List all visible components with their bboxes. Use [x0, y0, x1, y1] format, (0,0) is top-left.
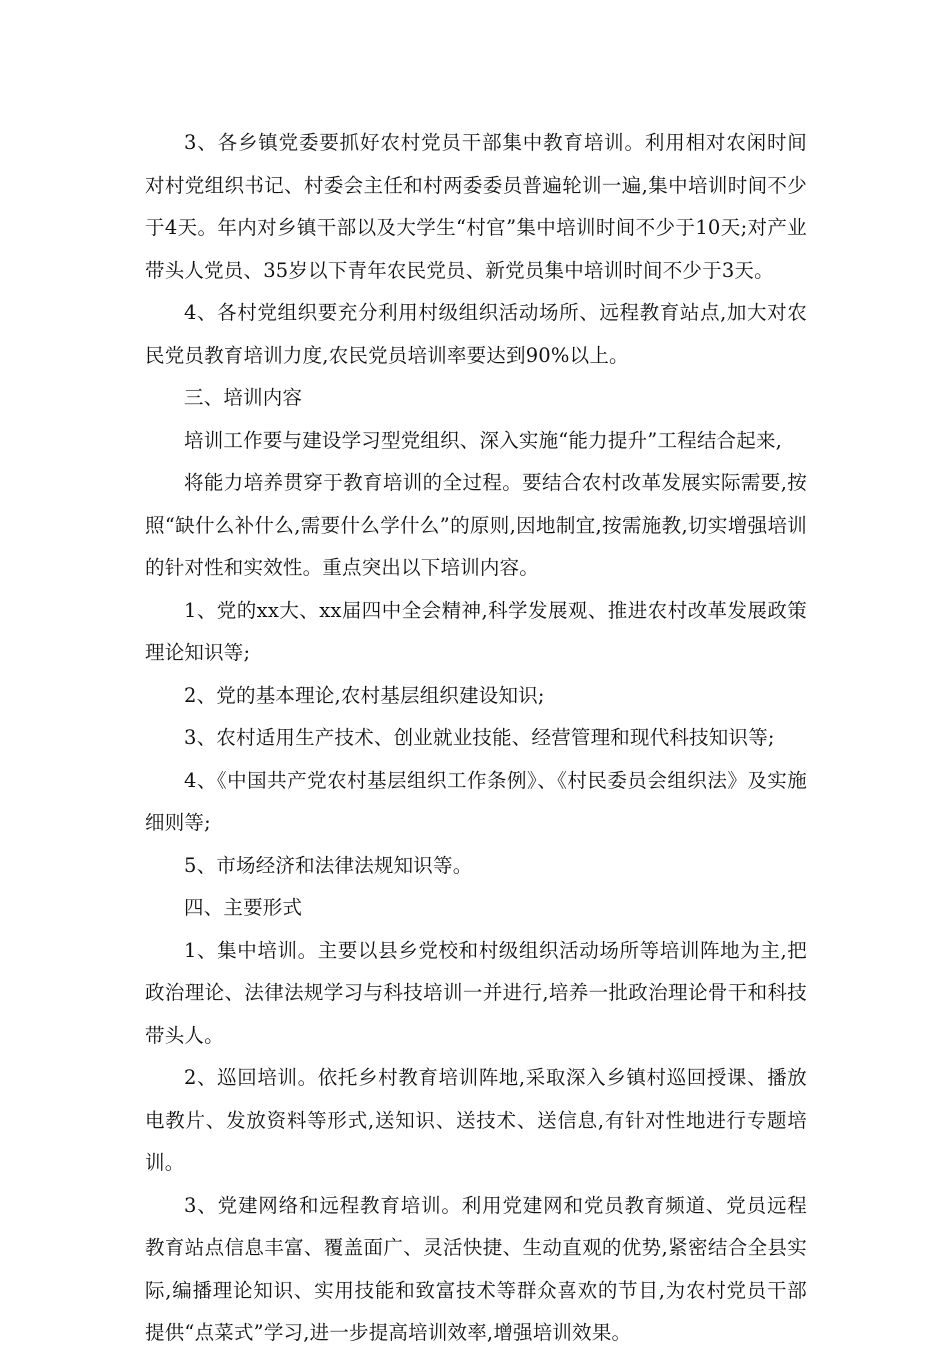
paragraph-training-time: 3、各乡镇党委要抓好农村党员干部集中教育培训。利用相对农闲时间对村党组织书记、村委会主任和村两委委员普遍轮训一遍,集中培训时间不少于4天。年内对乡镇干部以及大学生“村官”集中培训时间不少于10天;对产业带头人党员、35岁以下青年农民党员、新党员集中培训时间不少于3天。	[145, 131, 807, 282]
list-item-content-5: 5、市场经济和法律法规知识等。	[184, 853, 473, 877]
section-heading-training-content: 三、培训内容	[184, 386, 303, 409]
paragraph-training-intro: 培训工作要与建设学习型党组织、深入实施“能力提升”工程结合起来,	[184, 428, 783, 452]
list-item-form-3: 3、党建网络和远程教育培训。利用党建网和党员教育频道、党员远程教育站点信息丰富、覆盖面广、灵活快捷、生动直观的优势,紧密结合全县实际,编播理论知识、实用技能和致富技术等群众喜欢的节目,为农村党员干部提供“点菜式”学习,进一步提高培训效率,增强培训效果。	[145, 1193, 807, 1344]
section-heading-main-forms: 四、主要形式	[184, 896, 303, 919]
paragraph-training-principle: 将能力培养贯穿于教育培训的全过程。要结合农村改革发展实际需要,按照“缺什么补什么,需要什么学什么”的原则,因地制宜,按需施教,切实增强培训的针对性和实效性。重点突出以下培训内容。	[145, 471, 807, 579]
list-item-content-4: 4、《中国共产党农村基层组织工作条例》、《村民委员会组织法》及实施细则等;	[145, 768, 807, 834]
document-body	[145, 122, 807, 1355]
paragraph-village-training: 4、各村党组织要充分利用村级组织活动场所、远程教育站点,加大对农民党员教育培训力度,农民党员培训率要达到90%以上。	[145, 301, 807, 367]
list-item-content-1: 1、党的xx大、xx届四中全会精神,科学发展观、推进农村改革发展政策理论知识等;	[145, 598, 807, 664]
list-item-form-1: 1、集中培训。主要以县乡党校和村级组织活动场所等培训阵地为主,把政治理论、法律法规学习与科技培训一并进行,培养一批政治理论骨干和科技带头人。	[145, 938, 807, 1047]
list-item-form-2: 2、巡回培训。依托乡村教育培训阵地,采取深入乡镇村巡回授课、播放电教片、发放资料等形式,送知识、送技术、送信息,有针对性地进行专题培训。	[145, 1066, 807, 1174]
list-item-content-3: 3、农村适用生产技术、创业就业技能、经营管理和现代科技知识等;	[184, 726, 775, 749]
list-item-content-2: 2、党的基本理论,农村基层组织建设知识;	[184, 683, 545, 707]
